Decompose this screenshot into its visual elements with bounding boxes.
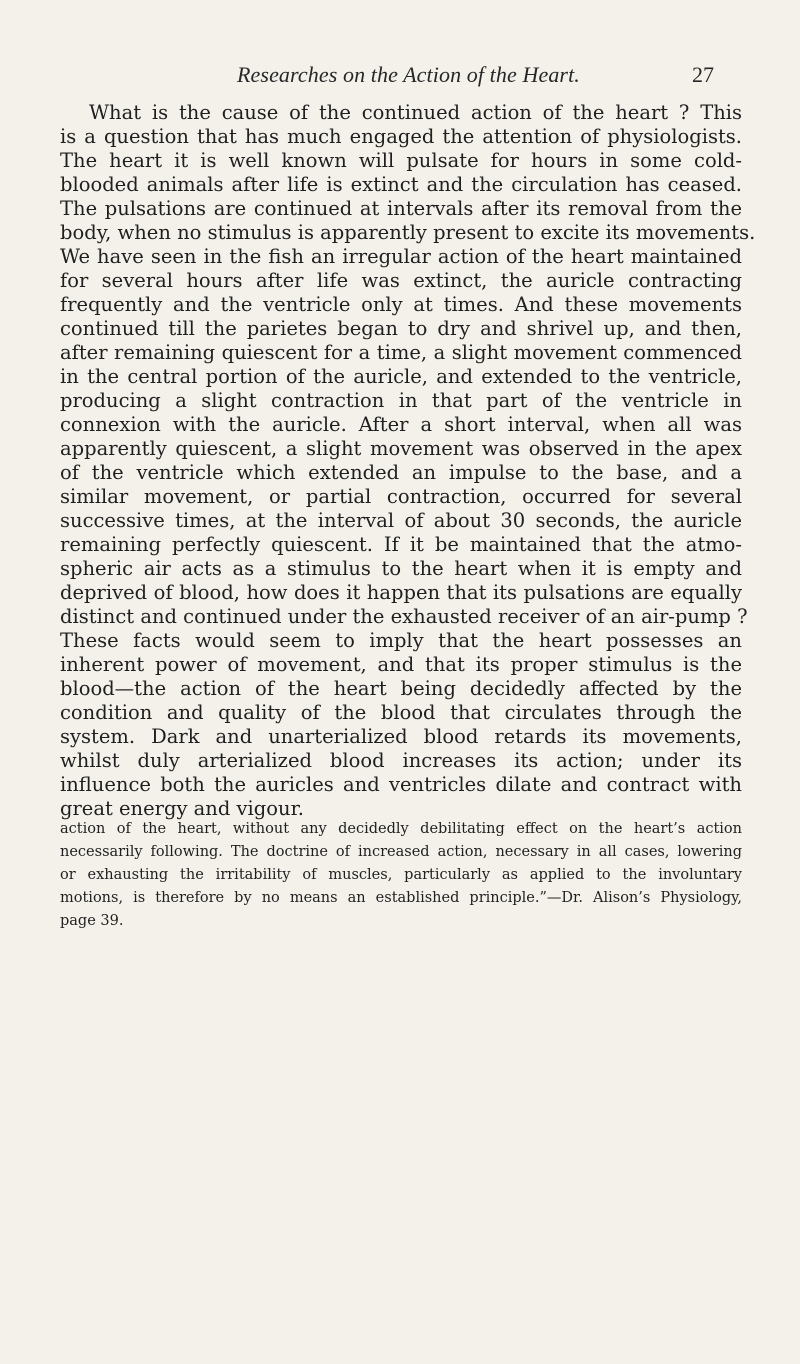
main-text-line: remaining perfectly quiescent. If it be maintained that the atmo-: [60, 533, 742, 556]
main-text-line: after remaining quiescent for a time, a slight movement commenced: [60, 341, 742, 364]
main-text-line: of the ventricle which extended an impulse to the base, and a: [60, 461, 742, 484]
main-text-line: system. Dark and unarterialized blood retards its movements,: [60, 725, 742, 748]
main-text-line: apparently quiescent, a slight movement was observed in the apex: [60, 437, 742, 460]
main-text-line: continued till the parietes began to dry and shrivel up, and then,: [60, 317, 742, 340]
main-text-line: producing a slight contraction in that part of the ventricle in: [60, 389, 742, 412]
main-text-line: distinct and continued under the exhausted receiver of an air-pump ?: [60, 605, 748, 628]
main-text-line: These facts would seem to imply that the heart possesses an: [60, 629, 742, 652]
footnote-line: action of the heart, without any decidedly debilitating effect on the heart’s action: [60, 821, 742, 837]
main-text-line: blood—the action of the heart being decidedly affected by the: [60, 677, 742, 700]
main-text-line: for several hours after life was extinct, the auricle contracting: [60, 269, 742, 292]
main-text-line: What is the cause of the continued action of the heart ? This: [89, 101, 742, 124]
main-text-line: similar movement, or partial contraction, occurred for several: [60, 485, 742, 508]
running-head: [0, 62, 800, 92]
footnote-line: motions, is therefore by no means an established principle.”—Dr. Alison’s Physiology,: [60, 890, 742, 906]
main-text-line: whilst duly arterialized blood increases its action; under its: [60, 749, 742, 772]
main-text-line: in the central portion of the auricle, and extended to the ventricle,: [60, 365, 742, 388]
main-text-line: spheric air acts as a stimulus to the heart when it is empty and: [60, 557, 742, 580]
main-text-line: deprived of blood, how does it happen that its pulsations are equally: [60, 581, 742, 604]
footnote-line: or exhausting the irritability of muscles, particularly as applied to the involuntary: [60, 867, 742, 883]
main-text-line: The heart it is well known will pulsate for hours in some cold-: [60, 149, 742, 172]
footnote-line: necessarily following. The doctrine of increased action, necessary in all cases, lowering: [60, 844, 742, 860]
main-text-line: blooded animals after life is extinct and the circulation has ceased.: [60, 173, 742, 196]
main-text-line: is a question that has much engaged the attention of physiologists.: [60, 125, 742, 148]
page-number: 27: [692, 62, 714, 87]
footnote-line: page 39.: [60, 913, 124, 929]
main-text-line: body, when no stimulus is apparently present to excite its movements.: [60, 221, 756, 244]
main-text-line: frequently and the ventricle only at times. And these movements: [60, 293, 742, 316]
main-text-line: inherent power of movement, and that its proper stimulus is the: [60, 653, 742, 676]
main-text-line: We have seen in the fish an irregular action of the heart maintained: [60, 245, 742, 268]
running-title: Researches on the Action of the Heart.: [237, 62, 580, 87]
main-text-line: successive times, at the interval of about 30 seconds, the auricle: [60, 509, 742, 532]
main-text-line: influence both the auricles and ventricles dilate and contract with: [60, 773, 742, 796]
main-text-line: The pulsations are continued at intervals after its removal from the: [60, 197, 742, 220]
main-text-line: connexion with the auricle. After a short interval, when all was: [60, 413, 742, 436]
main-text-line: condition and quality of the blood that circulates through the: [60, 701, 742, 724]
main-text-line: great energy and vigour.: [60, 797, 304, 820]
